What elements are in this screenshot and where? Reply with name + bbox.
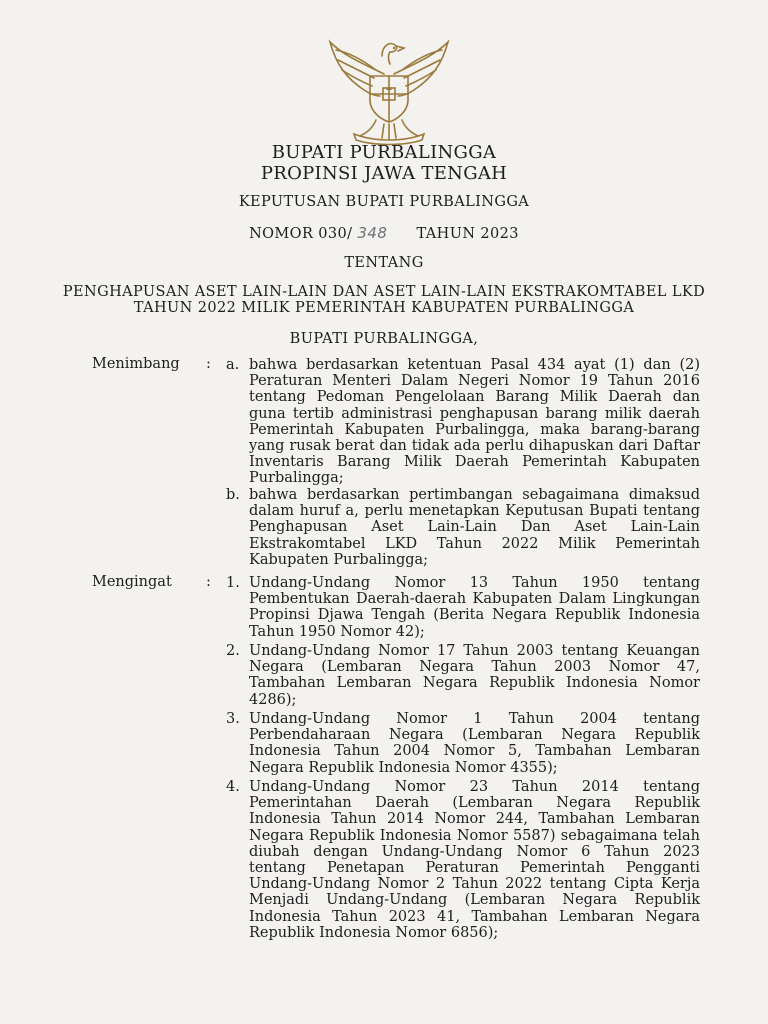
subject-line-2: TAHUN 2022 MILIK PEMERINTAH KABUPATEN PURBALINGGA bbox=[133, 300, 635, 316]
subject-line-1: PENGHAPUSAN ASET LAIN-LAIN DAN ASET LAIN-LAIN EKSTRAKOMTABEL LKD bbox=[62, 284, 706, 300]
item-text: Undang-Undang Nomor 1 Tahun 2004 tentang Perbendaharaan Negara (Lembaran Negara Republik Indonesia Tahun 2004 Nomor 5, Tambahan Lembaran Negara Republik Indonesia Nomor 4355); bbox=[249, 711, 700, 776]
bupati-heading: BUPATI PURBALINGGA, bbox=[289, 331, 479, 347]
menimbang-label: Menimbang bbox=[92, 356, 180, 372]
nomor-prefix: NOMOR 030/ bbox=[249, 226, 353, 242]
item-marker: 1. bbox=[226, 575, 240, 591]
item-text: Undang-Undang Nomor 17 Tahun 2003 tentang Keuangan Negara (Lembaran Negara Tahun 2003 Nomor 47, Tambahan Lembaran Negara Republik Indonesia Nomor 4286); bbox=[249, 643, 700, 708]
tentang-heading: TENTANG bbox=[344, 255, 424, 271]
item-text: bahwa berdasarkan pertimbangan sebagaimana dimaksud dalam huruf a, perlu menetapkan Keputusan Bupati tentang Penghapusan Aset Lain-Lain Dan Aset Lain-Lain Ekstrakomtabel LKD Tahun 2022 Milik Pemerintah Kabupaten Purbalingga; bbox=[249, 487, 700, 568]
nomor-year: TAHUN 2023 bbox=[416, 226, 519, 242]
decree-number bbox=[0, 224, 768, 242]
title-propinsi: PROPINSI JAWA TENGAH bbox=[260, 163, 508, 184]
item-marker: b. bbox=[226, 487, 240, 503]
item-text: bahwa berdasarkan ketentuan Pasal 434 ayat (1) dan (2) Peraturan Menteri Dalam Negeri Nomor 19 Tahun 2016 tentang Pedoman Pengelolaan Barang Milik Daerah dan guna tertib administrasi penghapusan barang milik daerah Pemerintah Kabupaten Purbalingga, maka barang-barang yang rusak berat dan tidak ada perlu dihapuskan dari Daftar Inventaris Barang Milik Daerah Pemerintah Kabupaten Purbalingga; bbox=[249, 357, 700, 487]
menimbang-item-b bbox=[226, 487, 700, 568]
mengingat-colon: : bbox=[206, 574, 211, 590]
garuda-emblem-icon bbox=[324, 34, 454, 146]
mengingat-item-4 bbox=[226, 779, 700, 941]
item-marker: 2. bbox=[226, 643, 240, 659]
menimbang-item-a bbox=[226, 357, 700, 487]
mengingat-item-2 bbox=[226, 643, 700, 708]
mengingat-label: Mengingat bbox=[92, 574, 172, 590]
decree-heading: KEPUTUSAN BUPATI PURBALINGGA bbox=[238, 194, 530, 210]
item-text: Undang-Undang Nomor 13 Tahun 1950 tentang Pembentukan Daerah-daerah Kabupaten Dalam Lingkungan Propinsi Djawa Tengah (Berita Negara Republik Indonesia Tahun 1950 Nomor 42); bbox=[249, 575, 700, 640]
item-marker: 4. bbox=[226, 779, 240, 795]
mengingat-item-3 bbox=[226, 711, 700, 776]
handwritten-number: 348 bbox=[357, 224, 388, 242]
mengingat-item-1 bbox=[226, 575, 700, 640]
item-marker: a. bbox=[226, 357, 240, 373]
title-bupati: BUPATI PURBALINGGA bbox=[271, 142, 497, 163]
item-marker: 3. bbox=[226, 711, 240, 727]
item-text: Undang-Undang Nomor 23 Tahun 2014 tentang Pemerintahan Daerah (Lembaran Negara Republik Indonesia Tahun 2014 Nomor 244, Tambahan Lembaran Negara Republik Indonesia Nomor 5587) sebagaimana telah diubah dengan Undang-Undang Nomor 6 Tahun 2023 tentang Penetapan Peraturan Pemerintah Pengganti Undang-Undang Nomor 2 Tahun 2022 tentang Cipta Kerja Menjadi Undang-Undang (Lembaran Negara Republik Indonesia Tahun 2023 41, Tambahan Lembaran Negara Republik Indonesia Nomor 6856); bbox=[249, 779, 700, 941]
menimbang-colon: : bbox=[206, 356, 211, 372]
